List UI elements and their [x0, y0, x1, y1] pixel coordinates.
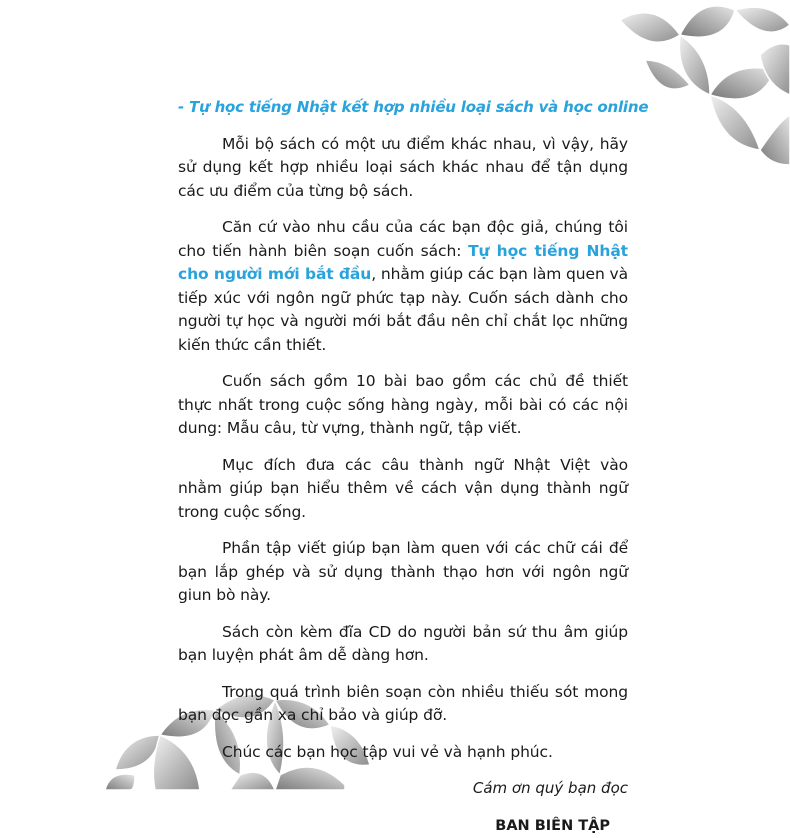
paragraph-6: Sách còn kèm đĩa CD do người bản sứ thu âm giúp bạn luyện phát âm dễ dàng hơn.: [178, 621, 628, 668]
paragraph-3: Cuốn sách gồm 10 bài bao gồm các chủ đề thiết thực nhất trong cuộc sống hàng ngày, mỗi bài có các nội dung: Mẫu câu, từ vựng, thành ngữ, tập viết.: [178, 370, 628, 441]
page-content: [178, 96, 628, 838]
editorial-signature: BAN BIÊN TẬP: [178, 815, 628, 838]
paragraph-8: Chúc các bạn học tập vui vẻ và hạnh phúc.: [178, 741, 628, 765]
paragraph-1: Mỗi bộ sách có một ưu điểm khác nhau, vì vậy, hãy sử dụng kết hợp nhiều loại sách khác nhau để tận dụng các ưu điểm của từng bộ sách.: [178, 133, 628, 204]
paragraph-7: Trong quá trình biên soạn còn nhiều thiếu sót mong bạn đọc gần xa chỉ bảo và giúp đỡ.: [178, 681, 628, 728]
book-title-highlight: Tự học tiếng Nhật cho người mới bắt đầu: [178, 242, 628, 284]
closing-thanks: Cám ơn quý bạn đọc: [178, 777, 628, 801]
paragraph-2: [178, 216, 628, 357]
paragraph-2-rest: , nhằm giúp các bạn làm quen và tiếp xúc với ngôn ngữ phức tạp này. Cuốn sách dành cho người tự học và người mới bắt đầu nên chỉ chắt lọc những kiến thức cần thiết.: [178, 265, 628, 354]
paragraph-4: Mục đích đưa các câu thành ngữ Nhật Việt vào nhằm giúp bạn hiểu thêm về cách vận dụng thành ngữ trong cuộc sống.: [178, 454, 628, 525]
section-heading: - Tự học tiếng Nhật kết hợp nhiều loại sách và học online: [178, 96, 628, 120]
paragraph-2-intro: Căn cứ vào nhu cầu của các bạn độc giả, chúng tôi cho tiến hành biên soạn cuốn sách:: [178, 218, 628, 260]
paragraph-5: Phần tập viết giúp bạn làm quen với các chữ cái để bạn lắp ghép và sử dụng thành thạo hơn với ngôn ngữ giun bò này.: [178, 537, 628, 608]
